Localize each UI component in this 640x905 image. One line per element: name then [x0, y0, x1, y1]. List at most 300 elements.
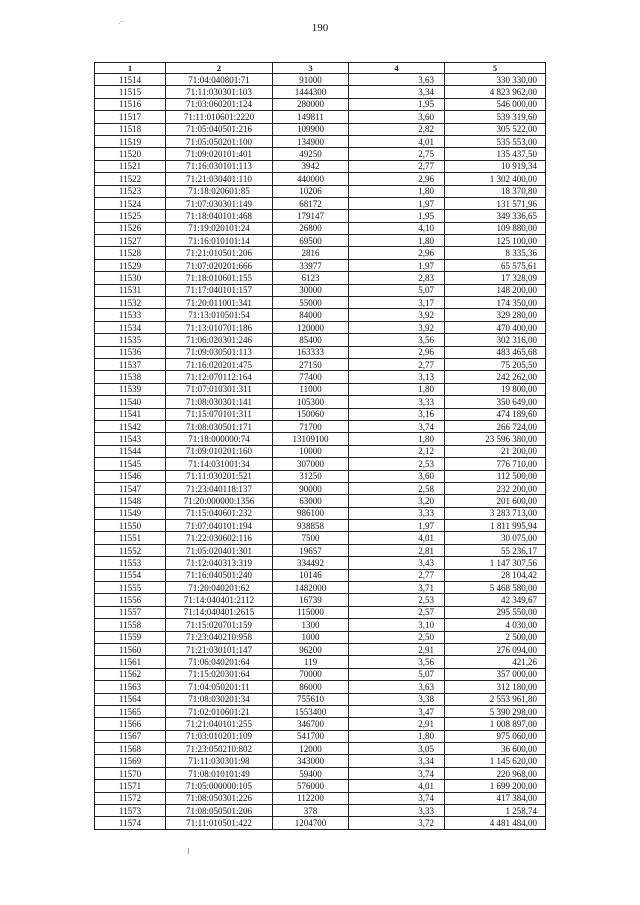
area-cell: 134900 [273, 135, 349, 147]
value-cell: 2 500,00 [445, 631, 546, 643]
land-registry-table [94, 62, 546, 830]
row-number-cell: 11534 [95, 321, 166, 333]
rate-cell: 1,95 [349, 210, 445, 222]
area-cell: 986100 [273, 507, 349, 519]
value-cell: 470 400,00 [445, 321, 546, 333]
cadastral-number-cell: 71:21:040101:255 [166, 718, 273, 730]
area-cell: 10146 [273, 569, 349, 581]
value-cell: 36 600,00 [445, 743, 546, 755]
cadastral-number-cell: 71:18:020601:85 [166, 185, 273, 197]
rate-cell: 3,60 [349, 470, 445, 482]
rate-cell: 3,63 [349, 681, 445, 693]
table-row [95, 235, 546, 247]
table-row [95, 148, 546, 160]
value-cell: 295 550,00 [445, 606, 546, 618]
cadastral-number-cell: 71:05:000000:105 [166, 780, 273, 792]
row-number-cell: 11544 [95, 445, 166, 457]
table-row [95, 693, 546, 705]
value-cell: 17 328,09 [445, 272, 546, 284]
value-cell: 421,26 [445, 656, 546, 668]
rate-cell: 2,77 [349, 569, 445, 581]
cadastral-number-cell: 71:16:040501:240 [166, 569, 273, 581]
cadastral-number-cell: 71:11:010601:2220 [166, 111, 273, 123]
rate-cell: 1,80 [349, 730, 445, 742]
value-cell: 483 465,68 [445, 346, 546, 358]
cadastral-number-cell: 71:16:030101:113 [166, 160, 273, 172]
row-number-cell: 11531 [95, 284, 166, 296]
value-cell: 28 104,42 [445, 569, 546, 581]
row-number-cell: 11514 [95, 74, 166, 86]
rate-cell: 1,97 [349, 259, 445, 271]
area-cell: 3942 [273, 160, 349, 172]
area-cell: 7500 [273, 532, 349, 544]
value-cell: 474 189,60 [445, 408, 546, 420]
table-row [95, 743, 546, 755]
cadastral-number-cell: 71:19:020101:24 [166, 222, 273, 234]
cadastral-number-cell: 71:13:010701:186 [166, 321, 273, 333]
rate-cell: 4,01 [349, 780, 445, 792]
row-number-cell: 11551 [95, 532, 166, 544]
table-row [95, 309, 546, 321]
rate-cell: 2,53 [349, 594, 445, 606]
table-row [95, 420, 546, 432]
rate-cell: 3,38 [349, 693, 445, 705]
value-cell: 42 349,67 [445, 594, 546, 606]
rate-cell: 3,74 [349, 767, 445, 779]
value-cell: 201 600,00 [445, 495, 546, 507]
cadastral-number-cell: 71:07:010301:311 [166, 383, 273, 395]
table-row [95, 358, 546, 370]
value-cell: 1 008 897,00 [445, 718, 546, 730]
table-row [95, 346, 546, 358]
scan-mark [188, 848, 189, 854]
column-header-2: 2 [166, 63, 273, 74]
column-header-4: 4 [349, 63, 445, 74]
cadastral-number-cell: 71:12:040313:319 [166, 557, 273, 569]
row-number-cell: 11519 [95, 135, 166, 147]
area-cell: 343000 [273, 755, 349, 767]
value-cell: 276 094,00 [445, 643, 546, 655]
row-number-cell: 11520 [95, 148, 166, 160]
value-cell: 1 302 400,00 [445, 173, 546, 185]
area-cell: 10000 [273, 445, 349, 457]
row-number-cell: 11532 [95, 297, 166, 309]
area-cell: 1482000 [273, 582, 349, 594]
rate-cell: 3,05 [349, 743, 445, 755]
row-number-cell: 11556 [95, 594, 166, 606]
row-number-cell: 11573 [95, 805, 166, 817]
rate-cell: 2,75 [349, 148, 445, 160]
rate-cell: 2,96 [349, 173, 445, 185]
table-row [95, 334, 546, 346]
value-cell: 8 335,36 [445, 247, 546, 259]
cadastral-number-cell: 71:20:011001:341 [166, 297, 273, 309]
cadastral-number-cell: 71:11:030201:521 [166, 470, 273, 482]
table-row [95, 631, 546, 643]
rate-cell: 3,47 [349, 705, 445, 717]
row-number-cell: 11562 [95, 668, 166, 680]
cadastral-number-cell: 71:03:010201:109 [166, 730, 273, 742]
table-row [95, 482, 546, 494]
rate-cell: 3,74 [349, 420, 445, 432]
area-cell: 6123 [273, 272, 349, 284]
area-cell: 2816 [273, 247, 349, 259]
area-cell: 378 [273, 805, 349, 817]
row-number-cell: 11540 [95, 396, 166, 408]
cadastral-number-cell: 71:16:010101:14 [166, 235, 273, 247]
cadastral-number-cell: 71:05:020401:301 [166, 544, 273, 556]
cadastral-number-cell: 71:15:070101:311 [166, 408, 273, 420]
value-cell: 109 880,00 [445, 222, 546, 234]
row-number-cell: 11518 [95, 123, 166, 135]
table-row [95, 160, 546, 172]
table-row [95, 111, 546, 123]
table-row [95, 284, 546, 296]
value-cell: 539 319,60 [445, 111, 546, 123]
rate-cell: 3,72 [349, 817, 445, 829]
row-number-cell: 11546 [95, 470, 166, 482]
rate-cell: 3,74 [349, 792, 445, 804]
area-cell: 31250 [273, 470, 349, 482]
area-cell: 1444300 [273, 86, 349, 98]
rate-cell: 3,92 [349, 309, 445, 321]
row-number-cell: 11566 [95, 718, 166, 730]
value-cell: 21 200,00 [445, 445, 546, 457]
area-cell: 13109100 [273, 433, 349, 445]
area-cell: 16739 [273, 594, 349, 606]
value-cell: 975 060,00 [445, 730, 546, 742]
row-number-cell: 11533 [95, 309, 166, 321]
row-number-cell: 11559 [95, 631, 166, 643]
value-cell: 357 000,00 [445, 668, 546, 680]
rate-cell: 2,91 [349, 718, 445, 730]
rate-cell: 3,13 [349, 371, 445, 383]
table-row [95, 532, 546, 544]
value-cell: 75 205,50 [445, 358, 546, 370]
area-cell: 150060 [273, 408, 349, 420]
area-cell: 86000 [273, 681, 349, 693]
cadastral-number-cell: 71:08:030201:34 [166, 693, 273, 705]
rate-cell: 2,91 [349, 643, 445, 655]
area-cell: 12000 [273, 743, 349, 755]
area-cell: 346700 [273, 718, 349, 730]
cadastral-number-cell: 71:08:030501:171 [166, 420, 273, 432]
table-row [95, 544, 546, 556]
row-number-cell: 11569 [95, 755, 166, 767]
row-number-cell: 11542 [95, 420, 166, 432]
row-number-cell: 11563 [95, 681, 166, 693]
rate-cell: 3,33 [349, 507, 445, 519]
row-number-cell: 11564 [95, 693, 166, 705]
rate-cell: 2,58 [349, 482, 445, 494]
cadastral-number-cell: 71:12:070112:164 [166, 371, 273, 383]
cadastral-number-cell: 71:23:050210:802 [166, 743, 273, 755]
row-number-cell: 11555 [95, 582, 166, 594]
row-number-cell: 11522 [95, 173, 166, 185]
row-number-cell: 11550 [95, 520, 166, 532]
row-number-cell: 11516 [95, 98, 166, 110]
value-cell: 1 258,74 [445, 805, 546, 817]
cadastral-number-cell: 71:04:050201:11 [166, 681, 273, 693]
cadastral-number-cell: 71:11:030301:98 [166, 755, 273, 767]
rate-cell: 3,92 [349, 321, 445, 333]
table-row [95, 210, 546, 222]
value-cell: 350 649,00 [445, 396, 546, 408]
row-number-cell: 11561 [95, 656, 166, 668]
cadastral-number-cell: 71:20:000000:1356 [166, 495, 273, 507]
row-number-cell: 11547 [95, 482, 166, 494]
area-cell: 30000 [273, 284, 349, 296]
value-cell: 417 384,00 [445, 792, 546, 804]
table-row [95, 222, 546, 234]
value-cell: 1 811 995,94 [445, 520, 546, 532]
rate-cell: 1,80 [349, 383, 445, 395]
cadastral-number-cell: 71:14:040401:2112 [166, 594, 273, 606]
value-cell: 131 571,96 [445, 197, 546, 209]
table-row [95, 433, 546, 445]
area-cell: 576000 [273, 780, 349, 792]
rate-cell: 3,34 [349, 86, 445, 98]
table-header-row [95, 63, 546, 74]
area-cell: 96200 [273, 643, 349, 655]
value-cell: 174 350,00 [445, 297, 546, 309]
rate-cell: 3,71 [349, 582, 445, 594]
cadastral-number-cell: 71:18:010601:155 [166, 272, 273, 284]
table-row [95, 767, 546, 779]
value-cell: 10 919,34 [445, 160, 546, 172]
row-number-cell: 11574 [95, 817, 166, 829]
value-cell: 19 800,00 [445, 383, 546, 395]
rate-cell: 3,56 [349, 656, 445, 668]
cadastral-number-cell: 71:08:050301:226 [166, 792, 273, 804]
table-row [95, 792, 546, 804]
area-cell: 49250 [273, 148, 349, 160]
cadastral-number-cell: 71:20:040201:62 [166, 582, 273, 594]
row-number-cell: 11528 [95, 247, 166, 259]
value-cell: 112 500,00 [445, 470, 546, 482]
cadastral-number-cell: 71:14:031001:34 [166, 458, 273, 470]
rate-cell: 3,33 [349, 805, 445, 817]
area-cell: 334492 [273, 557, 349, 569]
value-cell: 2 553 961,80 [445, 693, 546, 705]
cadastral-number-cell: 71:04:040801:71 [166, 74, 273, 86]
row-number-cell: 11560 [95, 643, 166, 655]
area-cell: 938858 [273, 520, 349, 532]
area-cell: 105300 [273, 396, 349, 408]
rate-cell: 3,10 [349, 619, 445, 631]
cadastral-number-cell: 71:06:040201:64 [166, 656, 273, 668]
area-cell: 179147 [273, 210, 349, 222]
row-number-cell: 11543 [95, 433, 166, 445]
table-row [95, 185, 546, 197]
value-cell: 349 336,65 [445, 210, 546, 222]
cadastral-number-cell: 71:03:060201:124 [166, 98, 273, 110]
row-number-cell: 11526 [95, 222, 166, 234]
rate-cell: 5,07 [349, 668, 445, 680]
value-cell: 266 724,00 [445, 420, 546, 432]
area-cell: 63000 [273, 495, 349, 507]
area-cell: 112200 [273, 792, 349, 804]
table-row [95, 445, 546, 457]
area-cell: 163333 [273, 346, 349, 358]
value-cell: 302 316,00 [445, 334, 546, 346]
cadastral-number-cell: 71:22:030602:116 [166, 532, 273, 544]
area-cell: 71700 [273, 420, 349, 432]
rate-cell: 3,16 [349, 408, 445, 420]
table-row [95, 495, 546, 507]
table-row [95, 643, 546, 655]
area-cell: 69500 [273, 235, 349, 247]
table-row [95, 507, 546, 519]
cadastral-number-cell: 71:09:010201:160 [166, 445, 273, 457]
value-cell: 305 522,00 [445, 123, 546, 135]
rate-cell: 1,97 [349, 520, 445, 532]
rate-cell: 3,56 [349, 334, 445, 346]
value-cell: 1 147 307,56 [445, 557, 546, 569]
area-cell: 11000 [273, 383, 349, 395]
column-header-5: 5 [445, 63, 546, 74]
row-number-cell: 11527 [95, 235, 166, 247]
table-row [95, 805, 546, 817]
table-row [95, 259, 546, 271]
value-cell: 535 553,00 [445, 135, 546, 147]
row-number-cell: 11568 [95, 743, 166, 755]
column-header-1: 1 [95, 63, 166, 74]
value-cell: 1 145 620,00 [445, 755, 546, 767]
table-row [95, 730, 546, 742]
value-cell: 3 283 713,00 [445, 507, 546, 519]
row-number-cell: 11517 [95, 111, 166, 123]
value-cell: 546 000,00 [445, 98, 546, 110]
cadastral-number-cell: 71:15:020701:159 [166, 619, 273, 631]
value-cell: 1 699 200,00 [445, 780, 546, 792]
rate-cell: 2,96 [349, 247, 445, 259]
value-cell: 23 596 380,00 [445, 433, 546, 445]
table-row [95, 656, 546, 668]
row-number-cell: 11521 [95, 160, 166, 172]
rate-cell: 3,60 [349, 111, 445, 123]
rate-cell: 2,53 [349, 458, 445, 470]
value-cell: 4 481 484,00 [445, 817, 546, 829]
area-cell: 10206 [273, 185, 349, 197]
area-cell: 149811 [273, 111, 349, 123]
cadastral-number-cell: 71:09:030501:113 [166, 346, 273, 358]
table-row [95, 594, 546, 606]
table-row [95, 383, 546, 395]
value-cell: 148 200,00 [445, 284, 546, 296]
row-number-cell: 11537 [95, 358, 166, 370]
row-number-cell: 11530 [95, 272, 166, 284]
page-number: 190 [311, 22, 329, 34]
table-row [95, 173, 546, 185]
table-row [95, 520, 546, 532]
area-cell: 77400 [273, 371, 349, 383]
row-number-cell: 11525 [95, 210, 166, 222]
area-cell: 541700 [273, 730, 349, 742]
cadastral-number-cell: 71:14:040401:2615 [166, 606, 273, 618]
row-number-cell: 11541 [95, 408, 166, 420]
table-row [95, 668, 546, 680]
table-row [95, 98, 546, 110]
table-row [95, 247, 546, 259]
row-number-cell: 11570 [95, 767, 166, 779]
rate-cell: 3,63 [349, 74, 445, 86]
area-cell: 84000 [273, 309, 349, 321]
area-cell: 27150 [273, 358, 349, 370]
value-cell: 330 330,00 [445, 74, 546, 86]
table-row [95, 619, 546, 631]
table-row [95, 74, 546, 86]
table-row [95, 470, 546, 482]
table-row [95, 458, 546, 470]
area-cell: 755610 [273, 693, 349, 705]
value-cell: 18 370,80 [445, 185, 546, 197]
table-row [95, 135, 546, 147]
table-row [95, 606, 546, 618]
area-cell: 68172 [273, 197, 349, 209]
cadastral-number-cell: 71:07:040101:194 [166, 520, 273, 532]
table-row [95, 681, 546, 693]
cadastral-number-cell: 71:21:010501:206 [166, 247, 273, 259]
table-row [95, 86, 546, 98]
cadastral-number-cell: 71:18:000000:74 [166, 433, 273, 445]
row-number-cell: 11554 [95, 569, 166, 581]
value-cell: 242 262,00 [445, 371, 546, 383]
row-number-cell: 11571 [95, 780, 166, 792]
table-row [95, 817, 546, 829]
area-cell: 280000 [273, 98, 349, 110]
area-cell: 55000 [273, 297, 349, 309]
table-row [95, 557, 546, 569]
area-cell: 1553400 [273, 705, 349, 717]
rate-cell: 1,80 [349, 235, 445, 247]
cadastral-number-cell: 71:15:040601:232 [166, 507, 273, 519]
cadastral-number-cell: 71:21:030101:147 [166, 643, 273, 655]
area-cell: 440000 [273, 173, 349, 185]
rate-cell: 5,07 [349, 284, 445, 296]
row-number-cell: 11524 [95, 197, 166, 209]
table-row [95, 569, 546, 581]
area-cell: 1000 [273, 631, 349, 643]
table-row [95, 408, 546, 420]
rate-cell: 3,43 [349, 557, 445, 569]
value-cell: 220 968,00 [445, 767, 546, 779]
row-number-cell: 11567 [95, 730, 166, 742]
table-row [95, 718, 546, 730]
row-number-cell: 11557 [95, 606, 166, 618]
area-cell: 19657 [273, 544, 349, 556]
cadastral-number-cell: 71:16:020201:475 [166, 358, 273, 370]
rate-cell: 4,01 [349, 135, 445, 147]
table-row [95, 321, 546, 333]
rate-cell: 1,95 [349, 98, 445, 110]
area-cell: 1300 [273, 619, 349, 631]
rate-cell: 2,12 [349, 445, 445, 457]
table-row [95, 123, 546, 135]
rate-cell: 4,10 [349, 222, 445, 234]
area-cell: 109900 [273, 123, 349, 135]
area-cell: 307000 [273, 458, 349, 470]
cadastral-number-cell: 71:23:040118:137 [166, 482, 273, 494]
rate-cell: 2,81 [349, 544, 445, 556]
row-number-cell: 11538 [95, 371, 166, 383]
value-cell: 4 030,00 [445, 619, 546, 631]
cadastral-number-cell: 71:08:010101:49 [166, 767, 273, 779]
rate-cell: 4,01 [349, 532, 445, 544]
table-row [95, 197, 546, 209]
rate-cell: 1,80 [349, 185, 445, 197]
area-cell: 119 [273, 656, 349, 668]
